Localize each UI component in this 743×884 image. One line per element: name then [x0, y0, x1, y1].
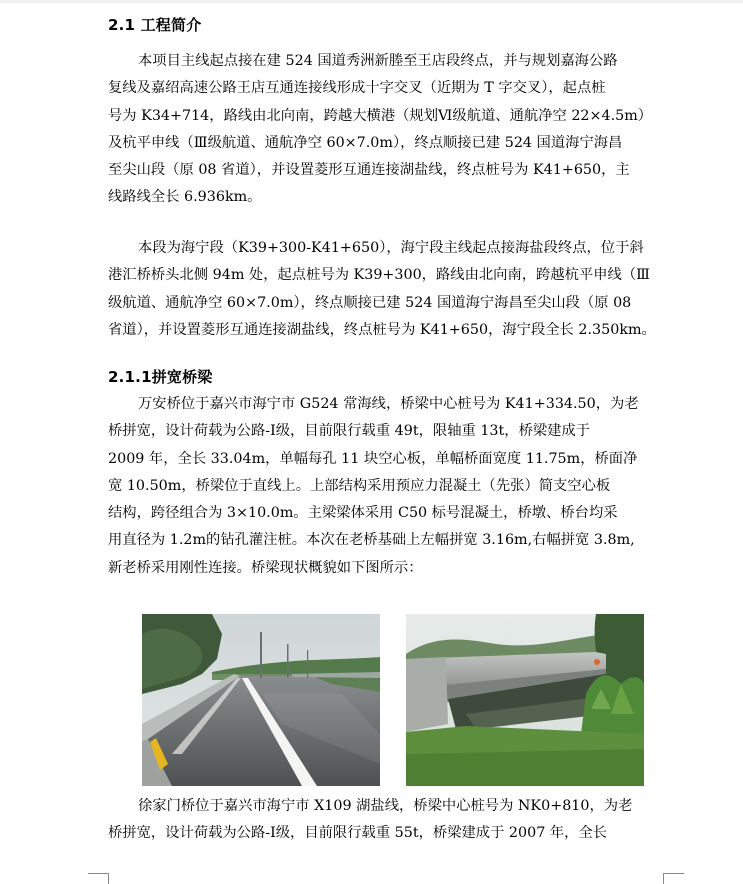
- text-line: 用直径为 1.2m的钻孔灌注桩。本次在老桥基础上左幅拼宽 3.16m,右幅拼宽 3.8m,: [108, 532, 635, 549]
- page-top-edge: [0, 0, 743, 3]
- text-line: 及杭平申线（Ⅲ级航道、通航净空 60×7.0m），终点顺接已建 524 国道海宁海昌: [108, 134, 623, 151]
- text-line: 线路线全长 6.936km。: [108, 189, 262, 206]
- wanan-bridge-paragraph: [108, 391, 663, 582]
- bridge-deck-photo: [142, 614, 380, 786]
- text-line: 桥拼宽，设计荷载为公路-Ⅰ级，目前限行载重 55t，桥梁建成于 2007 年，全长: [108, 825, 608, 842]
- text-line: 省道），并设置菱形互通连接湖盐线，终点桩号为 K41+650，海宁段全长 2.350km。: [108, 321, 656, 338]
- text-line: 新老桥采用刚性连接。桥梁现状概貌如下图所示：: [108, 559, 423, 576]
- xujiamen-bridge-paragraph: [108, 793, 663, 848]
- text-line: 桥拼宽，设计荷载为公路-Ⅰ级，目前限行载重 49t，限轴重 13t，桥梁建成于: [108, 423, 591, 440]
- text-line: 2009 年，全长 33.04m，单幅每孔 11 块空心板，单幅桥面宽度 11.75m，桥面净: [108, 450, 638, 467]
- text-line: 号为 K34+714，路线由北向南，跨越大横港（规划Ⅵ级航道、通航净空 22×4.5m）: [108, 107, 653, 124]
- section-heading-2-1: 2.1 工程简介: [108, 16, 202, 34]
- text-line: 港汇桥桥头北侧 94m 处，起点桩号为 K39+300，路线由北向南，跨越杭平申线（Ⅲ: [108, 267, 650, 284]
- bridge-side-photo: [406, 614, 644, 786]
- page-corner-mark-left: [88, 873, 109, 884]
- intro-paragraph-1: [108, 48, 663, 212]
- text-line: 徐家门桥位于嘉兴市海宁市 X109 湖盐线，桥梁中心桩号为 NK0+810，为老: [138, 798, 633, 814]
- text-line: 本项目主线起点接在建 524 国道秀洲新塍至王店段终点，并与规划嘉海公路: [138, 53, 618, 69]
- text-line: 结构，跨径组合为 3×10.0m。主梁梁体采用 C50 标号混凝土，桥墩、桥台均采: [108, 505, 618, 522]
- text-line: 至尖山段（原 08 省道），并设置菱形互通连接湖盐线，终点桩号为 K41+650，主: [108, 162, 630, 179]
- page-corner-mark-right: [663, 873, 684, 884]
- text-line: 级航道、通航净空 60×7.0m），终点顺接已建 524 国道海宁海昌至尖山段（原 08: [108, 294, 632, 311]
- text-line: 复线及嘉绍高速公路王店互通连接线形成十字交叉（近期为 T 字交叉），起点桩: [108, 80, 606, 97]
- text-line: 宽 10.50m，桥梁位于直线上。上部结构采用预应力混凝土（先张）简支空心板: [108, 477, 611, 494]
- section-heading-2-1-1: 2.1.1拼宽桥梁: [108, 368, 213, 386]
- text-line: 万安桥位于嘉兴市海宁市 G524 常海线，桥梁中心桩号为 K41+334.50，为老: [138, 396, 639, 412]
- intro-paragraph-2: [108, 235, 663, 344]
- text-line: 本段为海宁段（K39+300-K41+650），海宁段主线起点接海盐段终点，位于斜: [138, 240, 644, 256]
